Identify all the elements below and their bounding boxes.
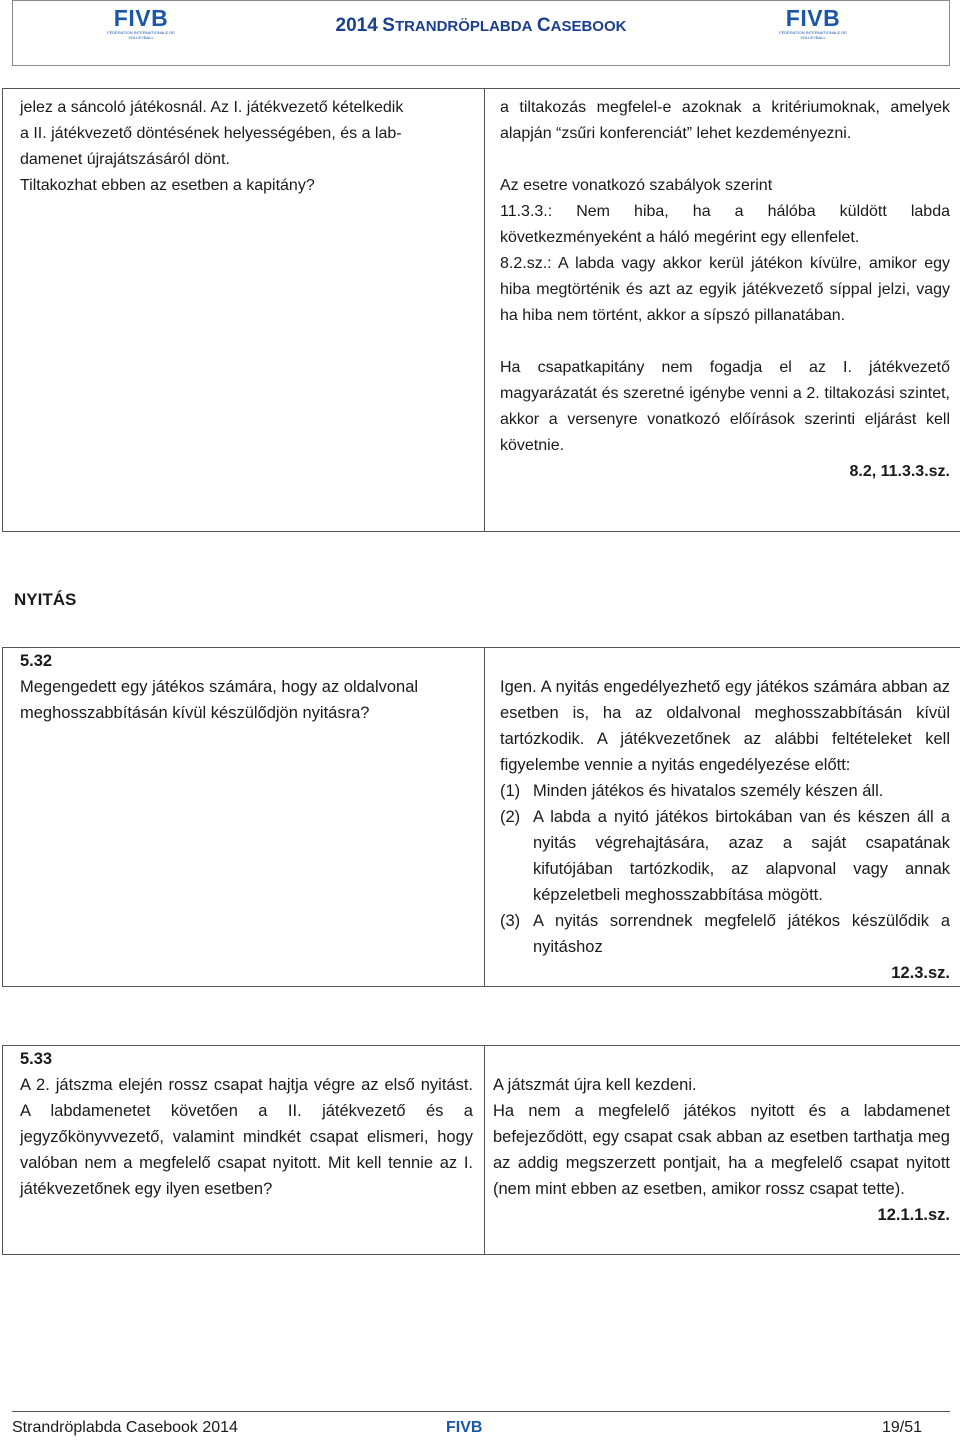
answer-paragraph: a tiltakozás megfelel-e azoknak a kritériumoknak, amelyek alapján “zsűri konferenciát” lehet kezdeményezni.	[500, 99, 950, 142]
page-header	[12, 0, 950, 66]
header-title: 2014 STRANDRÖPLABDA CASEBOOK	[335, 15, 627, 36]
fivb-logo-mark: FIVB	[113, 5, 169, 31]
case-number: 5.32	[20, 652, 53, 670]
case-number: 5.33	[20, 1050, 53, 1068]
condition-item: (3) A nyitás sorrendnek megfelelő játékos készülődik a nyitáshoz	[500, 912, 950, 956]
case-question-cell	[3, 1046, 485, 1255]
fivb-logo-subtext: FÉDÉRATION INTERNATIONALE DE VOLLEYBALL	[779, 30, 847, 40]
case-answer-cell	[485, 1046, 960, 1255]
answer-paragraph: Ha nem a megfelelő játékos nyitott és a labdamenet befejeződött, egy csapat csak abban az esetben tarthatja meg az addig megszerzett pontjait, ha a megfelelő csapat nyitott (nem mint ebben az esetben, amikor rossz csapat tette).	[493, 1102, 950, 1198]
case-table-top	[2, 88, 960, 532]
fivb-logo-subtext: FÉDÉRATION INTERNATIONALE DE VOLLEYBALL	[107, 30, 175, 40]
question-line: damenet újrajátszásáról dönt.	[20, 151, 230, 168]
fivb-footer-logo: FIVB	[446, 1419, 483, 1436]
case-question-cell	[3, 89, 485, 532]
rules-heading: Az esetre vonatkozó szabályok szerint	[500, 177, 773, 194]
footer-title: Strandröplabda Casebook 2014	[12, 1419, 238, 1436]
case-question: Megengedett egy játékos számára, hogy az oldalvonal meghosszabbításán kívül készülődjön nyitásra?	[20, 678, 419, 722]
condition-item: (2) A labda a nyitó játékos birtokában van és készen áll a nyitás végrehajtására, azaz a saját csapatának kifutójában tartózkodik, az alapvonal vagy annak képzeletbeli meghosszabbítása mögött.	[500, 808, 950, 904]
fivb-logo-mark: FIVB	[785, 5, 841, 31]
question-line: jelez a sáncoló játékosnál. Az I. játékvezető kételkedik	[20, 99, 404, 116]
case-question-cell	[3, 648, 485, 987]
answer-paragraph: Igen. A nyitás engedélyezhető egy játékos számára abban az esetben is, ha az oldalvonal meghosszabbításán kívül tartózkodik. A játékvezetőnek az alábbi feltételeket kell figyelembe vennie a nyitás engedélyezése előtt:	[500, 678, 950, 774]
fivb-logo-right	[773, 6, 853, 50]
case-question: A 2. játszma elején rossz csapat hajtja végre az első nyitást. A labdamenetet követően a II. játékvezető és a jegyzőkönyvvezető, valamint mindkét csapat elismeri, hogy valóban nem a megfelelő csapat nyitott. Mit kell tennie az I. játékvezetőnek egy ilyen esetben?	[20, 1076, 473, 1198]
rule-reference: 8.2, 11.3.3.sz.	[849, 463, 950, 480]
rule-reference: 12.3.sz.	[891, 964, 950, 982]
rule-reference: 12.1.1.sz.	[877, 1206, 950, 1224]
rule-text: 8.2.sz.: A labda vagy akkor kerül játékon kívülre, amikor egy hiba megtörténik és azt az egyik játékvezető síppal jelzi, vagy ha hiba nem történt, akkor a sípszó pillanatában.	[500, 255, 950, 324]
answer-paragraph: A játszmát újra kell kezdeni.	[493, 1076, 697, 1094]
page-number: 19/51	[881, 1419, 922, 1436]
case-answer-cell	[485, 89, 960, 532]
answer-paragraph: Ha csapatkapitány nem fogadja el az I. játékvezető magyarázatát és szeretné igénybe venni a 2. tiltakozási szintet, akkor a versenyre vonatkozó előírások szerinti eljárást kell követnie.	[500, 359, 950, 454]
case-table-5-33	[2, 1045, 960, 1255]
question-line: Tiltakozhat ebben az esetben a kapitány?	[20, 177, 315, 194]
rule-text: 11.3.3.: Nem hiba, ha a hálóba küldött labda következményeként a háló megérint egy ellenfelet.	[500, 203, 950, 246]
condition-item: (1) Minden játékos és hivatalos személy készen áll.	[500, 782, 884, 800]
footer-divider	[12, 1411, 950, 1412]
question-line: a II. játékvezető döntésének helyességében, és a lab-	[20, 125, 402, 142]
section-title: NYITÁS	[14, 590, 77, 609]
case-answer-cell	[485, 648, 960, 987]
case-table-5-32	[2, 647, 960, 987]
